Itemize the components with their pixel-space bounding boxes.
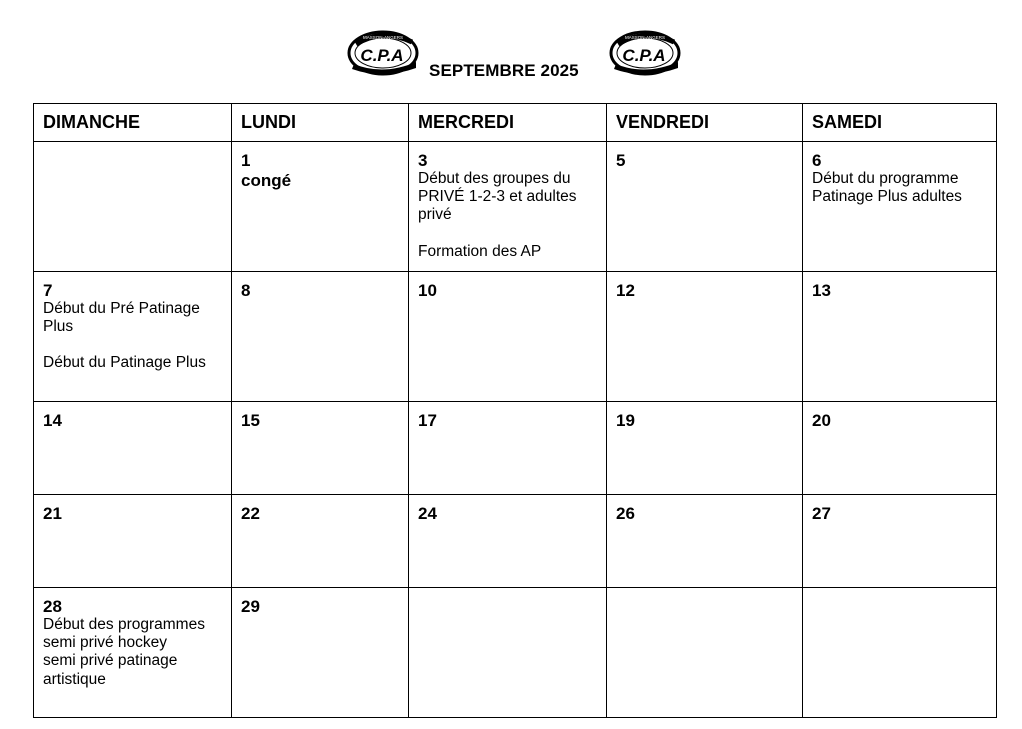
day-cell-content: [607, 142, 802, 170]
day-number: 20: [812, 411, 831, 430]
calendar-header: [0, 0, 1022, 100]
day-cell-content: [607, 272, 802, 300]
day-cell: [803, 402, 997, 495]
day-number: 3: [418, 151, 428, 170]
day-cell-content: [409, 142, 606, 261]
day-cell: [34, 588, 232, 718]
day-number: 1: [241, 151, 251, 170]
day-cell-content: [803, 588, 996, 597]
day-cell: [803, 495, 997, 588]
day-number: 19: [616, 411, 635, 430]
weekday-header: MERCREDI: [409, 104, 607, 142]
day-number: 24: [418, 504, 437, 523]
page-title: SEPTEMBRE 2025: [429, 61, 579, 80]
day-cell-content: [232, 272, 408, 300]
day-cell-content: [232, 142, 408, 191]
day-number: 8: [241, 281, 251, 300]
day-number: 17: [418, 411, 437, 430]
day-cell-content: [803, 142, 996, 206]
weekday-header: SAMEDI: [803, 104, 997, 142]
day-cell-content: [607, 495, 802, 523]
day-cell: [607, 142, 803, 272]
svg-text:C.P.A: C.P.A: [622, 46, 666, 65]
day-number: 12: [616, 281, 635, 300]
day-number: 10: [418, 281, 437, 300]
day-cell: [232, 402, 409, 495]
day-cell-content: [803, 402, 996, 430]
day-cell: [607, 272, 803, 402]
day-number: 28: [43, 597, 62, 616]
day-cell-content: [232, 402, 408, 430]
day-number: 7: [43, 281, 53, 300]
day-cell: [232, 588, 409, 718]
day-cell-content: [34, 402, 231, 430]
weekday-header: DIMANCHE: [34, 104, 232, 142]
day-cell: [803, 588, 997, 718]
day-cell: [803, 142, 997, 272]
day-number: 6: [812, 151, 822, 170]
week-row: [34, 495, 997, 588]
day-cell: [803, 272, 997, 402]
day-cell: [232, 495, 409, 588]
day-cell: [34, 495, 232, 588]
day-cell: [34, 402, 232, 495]
day-cell-content: [34, 142, 231, 151]
day-cell: [607, 588, 803, 718]
week-row: [34, 588, 997, 718]
event-note: Début du Pré Patinage Plus: [43, 300, 200, 336]
day-cell: [409, 495, 607, 588]
day-cell-content: [803, 272, 996, 300]
day-cell: [607, 402, 803, 495]
day-number: 15: [241, 411, 260, 430]
day-cell: [409, 142, 607, 272]
event-note: Début du programme Patinage Plus adultes: [812, 170, 962, 206]
calendar-grid: [33, 103, 997, 718]
cpa-logo: [346, 24, 420, 78]
cpa-logo: [608, 24, 682, 78]
day-cell-content: [34, 495, 231, 523]
day-cell-content: [232, 588, 408, 616]
weekday-header: LUNDI: [232, 104, 409, 142]
svg-text:MASSON-ANGERS: MASSON-ANGERS: [624, 35, 666, 40]
day-number: 26: [616, 504, 635, 523]
day-cell: [409, 588, 607, 718]
day-cell: [607, 495, 803, 588]
weekday-header-row: [34, 104, 997, 142]
day-cell: [409, 272, 607, 402]
day-number: 21: [43, 504, 62, 523]
event-note: Formation des AP: [418, 242, 542, 260]
day-cell-content: [409, 588, 606, 597]
day-number: 27: [812, 504, 831, 523]
day-cell: [232, 272, 409, 402]
day-cell-content: [232, 495, 408, 523]
week-row: [34, 142, 997, 272]
day-cell-content: [607, 402, 802, 430]
svg-text:MASSON-ANGERS: MASSON-ANGERS: [362, 35, 404, 40]
day-number: 5: [616, 151, 626, 170]
day-cell-content: [409, 402, 606, 430]
day-cell: [409, 402, 607, 495]
day-number: 13: [812, 281, 831, 300]
calendar-body: [34, 142, 997, 718]
day-cell-content: [803, 495, 996, 523]
day-cell-content: [34, 272, 231, 373]
week-row: [34, 402, 997, 495]
day-number: 22: [241, 504, 260, 523]
day-cell: [232, 142, 409, 272]
event-note: Début des groupes du PRIVÉ 1-2-3 et adultes privé: [418, 170, 577, 224]
weekday-header: VENDREDI: [607, 104, 803, 142]
day-cell-content: [34, 588, 231, 689]
day-number: 29: [241, 597, 260, 616]
day-cell: [34, 272, 232, 402]
day-cell-content: [607, 588, 802, 597]
day-number: 14: [43, 411, 62, 430]
holiday-label: congé: [241, 171, 292, 190]
svg-text:C.P.A: C.P.A: [360, 46, 404, 65]
day-cell-content: [409, 495, 606, 523]
day-cell-content: [409, 272, 606, 300]
week-row: [34, 272, 997, 402]
event-note: Début du Patinage Plus: [43, 354, 206, 372]
day-cell: [34, 142, 232, 272]
event-note: Début des programmes semi privé hockey semi privé patinage artistique: [43, 616, 205, 688]
